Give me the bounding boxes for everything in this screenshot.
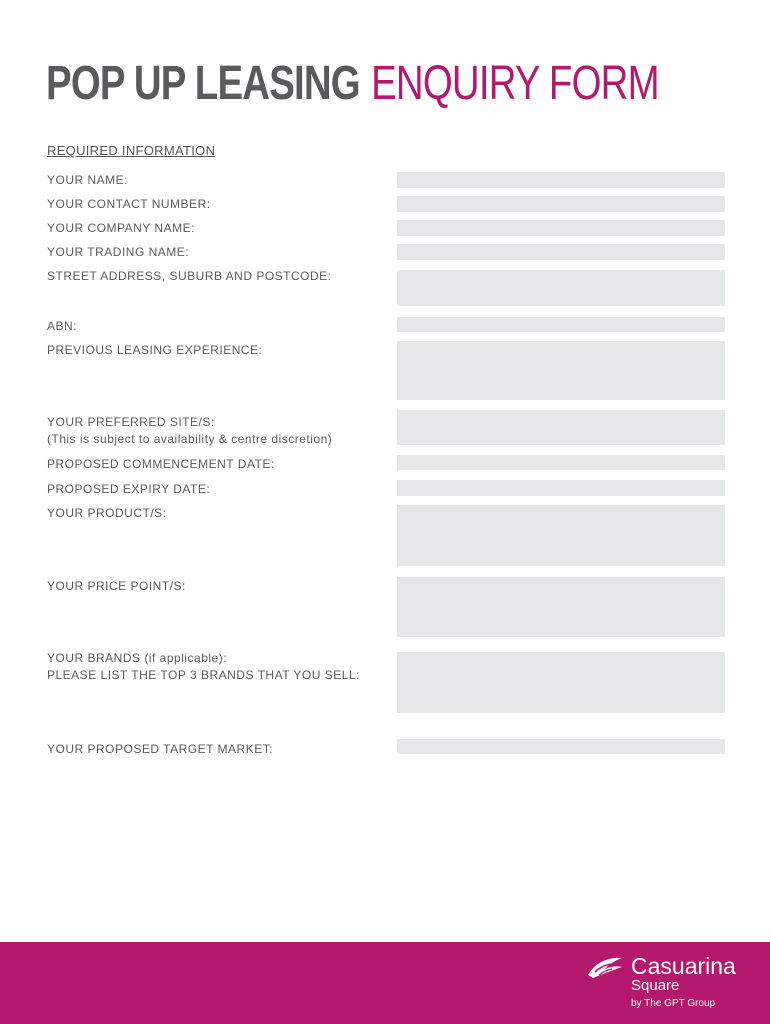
title-part-enquiry-form: ENQUIRY FORM — [371, 57, 659, 110]
label-preferred-sites: YOUR PREFERRED SITE/S: — [47, 415, 215, 429]
logo-brand-sub: Square — [631, 977, 680, 994]
label-company-name: YOUR COMPANY NAME: — [47, 221, 195, 235]
section-heading-required-information: REQUIRED INFORMATION — [47, 143, 216, 158]
label-trading-name: YOUR TRADING NAME: — [47, 245, 190, 259]
company-name-input[interactable] — [397, 220, 725, 236]
target-market-input[interactable] — [397, 739, 725, 754]
label-street-address: STREET ADDRESS, SUBURB AND POSTCODE: — [47, 269, 332, 283]
label-target-market: YOUR PROPOSED TARGET MARKET: — [47, 742, 274, 756]
street-address-textarea[interactable] — [397, 270, 725, 306]
label-commencement-date: PROPOSED COMMENCEMENT DATE: — [47, 457, 275, 471]
previous-leasing-experience-textarea[interactable] — [397, 341, 725, 400]
preferred-sites-textarea[interactable] — [397, 410, 725, 445]
casuarina-bird-icon — [586, 955, 626, 979]
label-preferred-sites-note: (This is subject to availability & centre discretion) — [47, 432, 333, 446]
abn-input[interactable] — [397, 317, 725, 332]
label-contact-number: YOUR CONTACT NUMBER: — [47, 197, 211, 211]
label-previous-leasing-experience: PREVIOUS LEASING EXPERIENCE: — [47, 343, 263, 357]
label-your-name: YOUR NAME: — [47, 173, 129, 187]
trading-name-input[interactable] — [397, 244, 725, 260]
products-textarea[interactable] — [397, 505, 725, 566]
expiry-date-input[interactable] — [397, 480, 725, 496]
your-name-input[interactable] — [397, 172, 725, 188]
label-abn: ABN: — [47, 319, 78, 333]
brands-textarea[interactable] — [397, 652, 725, 713]
price-points-textarea[interactable] — [397, 577, 725, 637]
page-title — [46, 54, 659, 114]
title-part-pop-up-leasing: POP UP LEASING — [46, 57, 360, 110]
label-expiry-date: PROPOSED EXPIRY DATE: — [47, 482, 211, 496]
commencement-date-input[interactable] — [397, 455, 725, 470]
label-brands: YOUR BRANDS (if applicable): — [47, 651, 228, 665]
label-products: YOUR PRODUCT/S: — [47, 506, 167, 520]
logo-brand-name: Casuarina — [631, 953, 736, 979]
label-brands-note: PLEASE LIST THE TOP 3 BRANDS THAT YOU SELL: — [47, 668, 360, 682]
label-price-points: YOUR PRICE POINT/S: — [47, 579, 186, 593]
contact-number-input[interactable] — [397, 196, 725, 212]
logo-byline: by The GPT Group — [631, 998, 716, 1009]
